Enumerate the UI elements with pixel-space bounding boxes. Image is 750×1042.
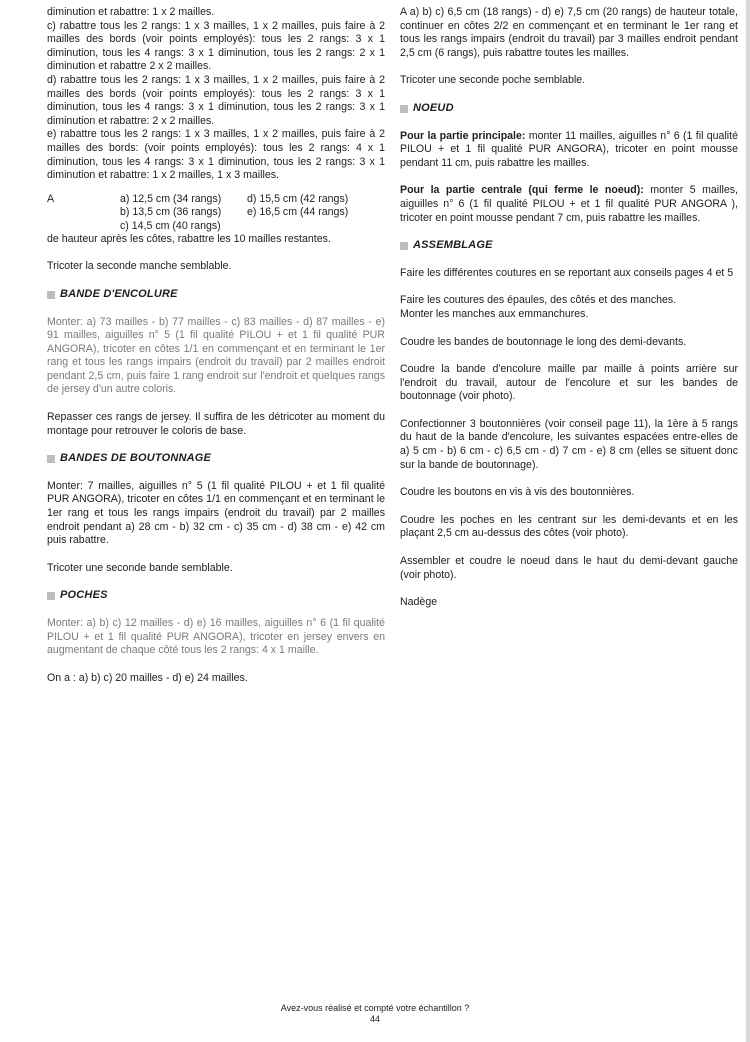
- bold-lead: Pour la partie centrale (qui ferme le noeud):: [400, 184, 644, 197]
- size-a: a) 12,5 cm (34 rangs): [120, 192, 222, 205]
- square-bullet-icon: [47, 291, 55, 299]
- page-edge: [746, 0, 750, 1042]
- square-bullet-icon: [47, 592, 55, 600]
- paragraph: Monter: 7 mailles, aiguilles n° 5 (1 fil qualité PILOU + et 1 fil qualité PUR ANGORA), tricoter en côtes 1/1 en commençant et en terminant le 1er rang et tous les rangs impairs (endroit du travail) par 2 mailles endroit pendant a) 28 cm - b) 32 cm - c) 35 cm - d) 38 cm - e) 42 cm puis rabattre.: [47, 479, 385, 547]
- paragraph-text: monter 11 mailles, aiguilles n° 6 (1 fil qualité PILOU + et 1 fil qualité PUR ANGORA), tricoter en point mousse pendant 11 cm, puis rabattre les mailles.: [400, 129, 738, 169]
- section-heading-noeud: [400, 102, 738, 116]
- paragraph-text: monter 5 mailles, aiguilles n° 6 (1 fil qualité PILOU + et 1 fil qualité PUR ANGORA ), tricoter en point mousse pendant 7 cm, puis rabattre les mailles.: [400, 184, 739, 224]
- section-title: BANDES DE BOUTONNAGE: [60, 452, 212, 465]
- paragraph: A a) b) c) 6,5 cm (18 rangs) - d) e) 7,5 cm (20 rangs) de hauteur totale, continuer en côtes 2/2 en commençant et en terminant le 1er rang et tous les rangs impairs (endroit du travail) par 3 mailles endroit pendant 2,5 cm (6 rangs), puis rabattre toutes les mailles.: [400, 6, 738, 59]
- paragraph: de hauteur après les côtes, rabattre les 10 mailles restantes.: [47, 232, 331, 245]
- paragraph: diminution et rabattre: 1 x 2 mailles.: [47, 6, 215, 18]
- paragraph: Confectionner 3 boutonnières (voir conseil page 11), la 1ère à 5 rangs du haut de la bande d'encolure, les suivantes espacées entre-elles de a) 5 cm - b) 6 cm - c) 6,5 cm - d) 7 cm - e) 8 cm (elles se situent donc sur la bande de boutonnage).: [400, 417, 738, 471]
- paragraph: On a : a) b) c) 20 mailles - d) e) 24 mailles.: [47, 671, 248, 684]
- paragraph: Monter: a) b) c) 12 mailles - d) e) 16 mailles, aiguilles n° 6 (1 fil qualité PILOU + et 1 fil qualité PUR ANGORA), tricoter en jersey envers en augmentant de chaque côté tous les 2 rangs: 4 x 1 maille.: [47, 617, 385, 657]
- paragraph: Faire les différentes coutures en se reportant aux conseils pages 4 et 5: [400, 266, 734, 279]
- size-b: b) 13,5 cm (36 rangs): [120, 206, 222, 219]
- paragraph: Tricoter la seconde manche semblable.: [47, 260, 232, 273]
- page-footer: [0, 1003, 750, 1025]
- paragraph: d) rabattre tous les 2 rangs: 1 x 3 mailles, 1 x 2 mailles, puis faire à 2 mailles des bords (voir points employés): tous les 2 rangs: 3 x 1 diminution, tous les 4 rangs: 3 x 1 diminution, tous les 2 rangs: 3 x 1 diminution et rabattre: 2 x 2 mailles.: [47, 73, 385, 127]
- paragraph: Coudre les poches en les centrant sur les demi-devants et en les plaçant 2,5 cm au-dessus des côtes (voir photo).: [400, 513, 738, 540]
- paragraph: Assembler et coudre le noeud dans le haut du demi-devant gauche (voir photo).: [400, 555, 738, 581]
- paragraph: c) rabattre tous les 2 rangs: 1 x 3 mailles, 1 x 2 mailles, puis faire à 2 mailles des bords (voir points employés): tous les 2 rangs: 3 x 1 diminution, tous les 4 rangs: 3 x 1 diminution, tous les 2 rangs: 2 x 1 diminution et rabattre 2 x 2 mailles.: [47, 19, 385, 73]
- section-title: ASSEMBLAGE: [413, 239, 493, 252]
- paragraph: Repasser ces rangs de jersey. Il suffira de les détricoter au moment du montage pour retrouver le coloris de base.: [47, 411, 385, 437]
- paragraph: Monter: a) 73 mailles - b) 77 mailles - c) 83 mailles - d) 87 mailles - e) 91 mailles, aiguilles n° 5 (1 fil qualité PILOU + et 1 fil qualité PUR ANGORA), tricoter en côtes 1/1 en commençant et en terminant le 1er rang et tous les rangs impairs (endroit du travail) par 2 mailles endroit pendant 2,5 cm, puis faire 1 rang endroit sur l'endroit et quelques rangs de jersey d'un autre coloris.: [47, 315, 385, 396]
- section-heading-poches: [47, 589, 385, 603]
- paragraph: Monter les manches aux emmanchures.: [400, 307, 589, 320]
- paragraph: Tricoter une seconde poche semblable.: [400, 74, 586, 87]
- square-bullet-icon: [400, 242, 408, 250]
- paragraph: Coudre la bande d'encolure maille par maille à points arrière sur l'endroit du travail, autour de l'encolure et sur les bandes de boutonnage (voir photo).: [400, 363, 738, 403]
- section-title: BANDE D'ENCOLURE: [60, 287, 178, 300]
- size-d: d) 15,5 cm (42 rangs): [247, 192, 349, 205]
- right-column: [400, 6, 738, 624]
- section-heading-boutonnage: [47, 452, 385, 466]
- size-label: A: [47, 192, 55, 205]
- section-title: POCHES: [60, 589, 108, 602]
- paragraph: Coudre les boutons en vis à vis des boutonnières.: [400, 486, 635, 499]
- paragraph: [400, 184, 738, 225]
- signature: Nadège: [400, 596, 438, 609]
- section-heading-assemblage: [400, 239, 738, 253]
- paragraph: Faire les coutures des épaules, des côtés et des manches.: [400, 294, 677, 307]
- size-c: c) 14,5 cm (40 rangs): [120, 219, 221, 232]
- paragraph: Tricoter une seconde bande semblable.: [47, 561, 233, 574]
- square-bullet-icon: [400, 105, 408, 113]
- bold-lead: Pour la partie principale:: [400, 129, 526, 142]
- size-e: e) 16,5 cm (44 rangs): [247, 206, 349, 219]
- section-title: NOEUD: [413, 101, 454, 114]
- footer-question: Avez-vous réalisé et compté votre échantillon ?: [280, 1003, 470, 1013]
- left-column: [47, 6, 385, 699]
- paragraph: Coudre les bandes de boutonnage le long des demi-devants.: [400, 335, 687, 348]
- paragraph: e) rabattre tous les 2 rangs: 1 x 3 mailles, 1 x 2 mailles, puis faire à 2 mailles des bords: (voir points employés): tous les 2 rangs: 4 x 1 diminution, tous les 4 rangs: 3 x 1 diminution, tous les 2 rangs: 3 x 1 diminution et rabattre: 1 x 2 mailles, 1 x 3 mailles.: [47, 128, 385, 182]
- section-heading-encolure: [47, 288, 385, 302]
- paragraph: [400, 130, 738, 171]
- square-bullet-icon: [47, 455, 55, 463]
- page-number: 44: [369, 1014, 380, 1024]
- size-table: [47, 193, 385, 233]
